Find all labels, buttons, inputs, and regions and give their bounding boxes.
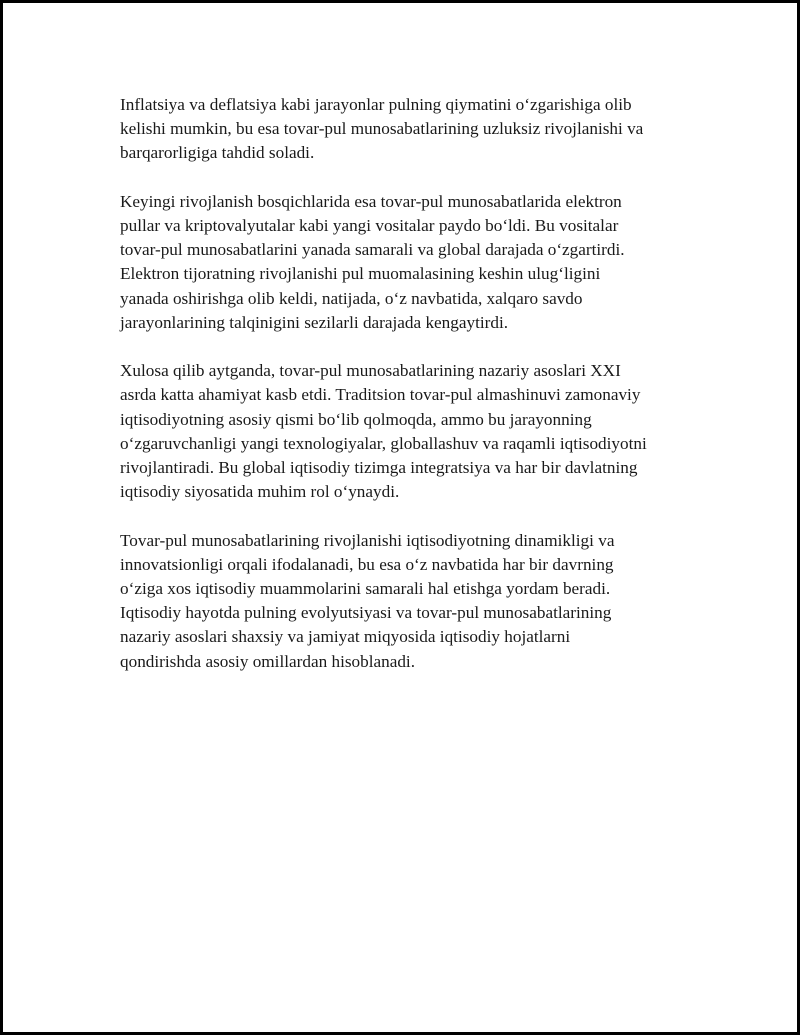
paragraph-1 bbox=[120, 93, 700, 166]
text-line: Iqtisodiy hayotda pulning evolyutsiyasi va tovar-pul munosabatlarining bbox=[120, 603, 612, 623]
text-line: jarayonlarining talqinigini sezilarli darajada kengaytirdi. bbox=[120, 312, 509, 332]
text-line: Inflatsiya va deflatsiya kabi jarayonlar pulning qiymatini o‘zgarishiga olib bbox=[120, 95, 632, 114]
text-line: Elektron tijoratning rivojlanishi pul muomalasining keshin ulug‘ligini bbox=[120, 264, 601, 284]
text-line: iqtisodiy siyosatida muhim rol o‘ynaydi. bbox=[120, 482, 400, 502]
text-line: innovatsionligi orqali ifodalanadi, bu esa o‘z navbatida har bir davrning bbox=[120, 554, 614, 574]
document-body bbox=[120, 93, 700, 698]
text-line: yanada oshirishga olib keldi, natijada, o‘z navbatida, xalqaro savdo bbox=[120, 288, 583, 308]
text-line: o‘zgaruvchanligi yangi texnologiyalar, globallashuv va raqamli iqtisodiyotni bbox=[120, 433, 647, 453]
text-line: rivojlantiradi. Bu global iqtisodiy tizimga integratsiya va har bir davlatning bbox=[120, 458, 638, 478]
paragraph-4 bbox=[120, 529, 700, 674]
text-line: Xulosa qilib aytganda, tovar-pul munosabatlarining nazariy asoslari XXI bbox=[120, 361, 621, 381]
text-line: tovar-pul munosabatlarini yanada samarali va global darajada o‘zgartirdi. bbox=[120, 240, 625, 260]
paragraph-2 bbox=[120, 190, 700, 335]
paragraph-3 bbox=[120, 359, 700, 504]
text-line: o‘ziga xos iqtisodiy muammolarini samarali hal etishga yordam beradi. bbox=[120, 579, 611, 599]
text-line: pullar va kriptovalyutalar kabi yangi vositalar paydo bo‘ldi. Bu vositalar bbox=[120, 216, 619, 235]
text-line: asrda katta ahamiyat kasb etdi. Traditsion tovar-pul almashinuvi zamonaviy bbox=[120, 385, 641, 405]
text-line: barqarorligiga tahdid soladi. bbox=[120, 143, 315, 163]
text-line: Keyingi rivojlanish bosqichlarida esa tovar-pul munosabatlarida elektron bbox=[120, 191, 622, 211]
text-line: iqtisodiyotning asosiy qismi bo‘lib qolmoqda, ammo bu jarayonning bbox=[120, 409, 592, 429]
text-line: kelishi mumkin, bu esa tovar-pul munosabatlarining uzluksiz rivojlanishi va bbox=[120, 119, 644, 139]
text-line: nazariy asoslari shaxsiy va jamiyat miqyosida iqtisodiy hojatlarni bbox=[120, 627, 571, 647]
text-line: Tovar-pul munosabatlarining rivojlanishi iqtisodiyotning dinamikligi va bbox=[120, 530, 615, 550]
text-line: qondirishda asosiy omillardan hisoblanadi. bbox=[120, 651, 416, 671]
